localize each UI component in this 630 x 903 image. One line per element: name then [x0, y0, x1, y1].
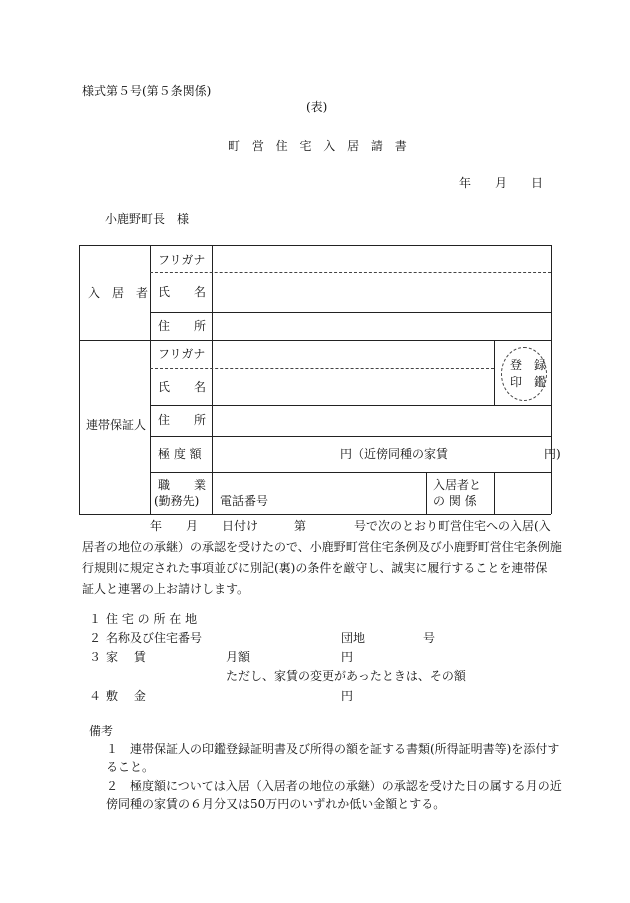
body-line-1: 年 月 日付け 第 号で次のとおり町営住宅への入居(入 — [150, 519, 551, 533]
limit-amount-label: 極 度 額 — [158, 447, 202, 461]
tenant-address-label: 住 所 — [158, 319, 207, 333]
seal-label-line2: 印 鑑 — [510, 375, 547, 389]
form-title: 町 営 住 宅 入 居 請 書 — [228, 139, 411, 153]
item-3-note: ただし、家賃の変更があったときは、その額 — [226, 669, 466, 683]
item-2-danchi: 団地 — [341, 631, 366, 645]
item-4-label: 敷 金 — [106, 689, 146, 703]
remarks-title: 備考 — [89, 724, 114, 738]
relation-label-line2: の 関 係 — [433, 494, 477, 508]
item-3-number: ３ — [89, 650, 102, 664]
relation-label-line1: 入居者と — [433, 478, 482, 492]
guarantor-name-label: 氏 名 — [158, 380, 207, 394]
form-side-label: (表) — [306, 100, 328, 114]
body-line-3: 行規則に規定された事項並びに別記(裏)の条件を厳守し、誠実に履行することを連帯保 — [82, 561, 548, 575]
item-2-number: ２ — [89, 631, 102, 645]
item-4-yen: 円 — [341, 689, 354, 703]
body-line-2: 居者の地位の承継）の承認を受けたので、小鹿野町営住宅条例及び小鹿野町営住宅条例施 — [82, 540, 562, 554]
guarantor-label: 連帯保証人 — [86, 418, 147, 432]
remark-1-line1: １ 連帯保証人の印鑑登録証明書及び所得の額を証する書類(所得証明書等)を添付す — [106, 742, 560, 756]
guarantor-furigana-label: フリガナ — [158, 347, 206, 361]
item-1-number: １ — [89, 612, 102, 626]
addressee: 小鹿野町長 様 — [105, 212, 190, 226]
item-3-monthly: 月額 — [226, 650, 251, 664]
date-field: 年 月 日 — [459, 176, 544, 190]
item-2-label: 名称及び住宅番号 — [106, 631, 203, 645]
item-3-label: 家 賃 — [106, 650, 146, 664]
body-line-4: 証人と連署の上お請けします。 — [82, 582, 250, 596]
item-2-go: 号 — [423, 631, 436, 645]
occupation-label: 職 業 — [158, 478, 207, 492]
limit-amount-value: 円（近傍同種の家賃 円) — [340, 447, 561, 461]
form-number: 様式第５号(第５条関係) — [82, 84, 212, 98]
remark-2-line1: ２ 極度額については入居（入居者の地位の承継）の承認を受けた日の属する月の近 — [106, 779, 562, 793]
item-3-yen: 円 — [341, 650, 354, 664]
registered-seal-circle — [501, 347, 547, 401]
item-4-number: ４ — [89, 689, 102, 703]
tenant-furigana-label: フリガナ — [158, 253, 206, 267]
remark-2-line2: 傍同種の家賃の６月分又は50万円のいずれか低い金額とする。 — [106, 797, 446, 811]
tenant-label: 入 居 者 — [88, 286, 149, 300]
remark-1-line2: ること。 — [106, 760, 155, 774]
item-1-label: 住 宅 の 所 在 地 — [106, 612, 198, 626]
workplace-label: (勤務先) — [154, 494, 200, 508]
phone-number-label: 電話番号 — [220, 494, 269, 508]
guarantor-address-label: 住 所 — [158, 413, 207, 427]
tenant-name-label: 氏 名 — [158, 285, 207, 299]
seal-label-line1: 登 録 — [510, 358, 547, 372]
